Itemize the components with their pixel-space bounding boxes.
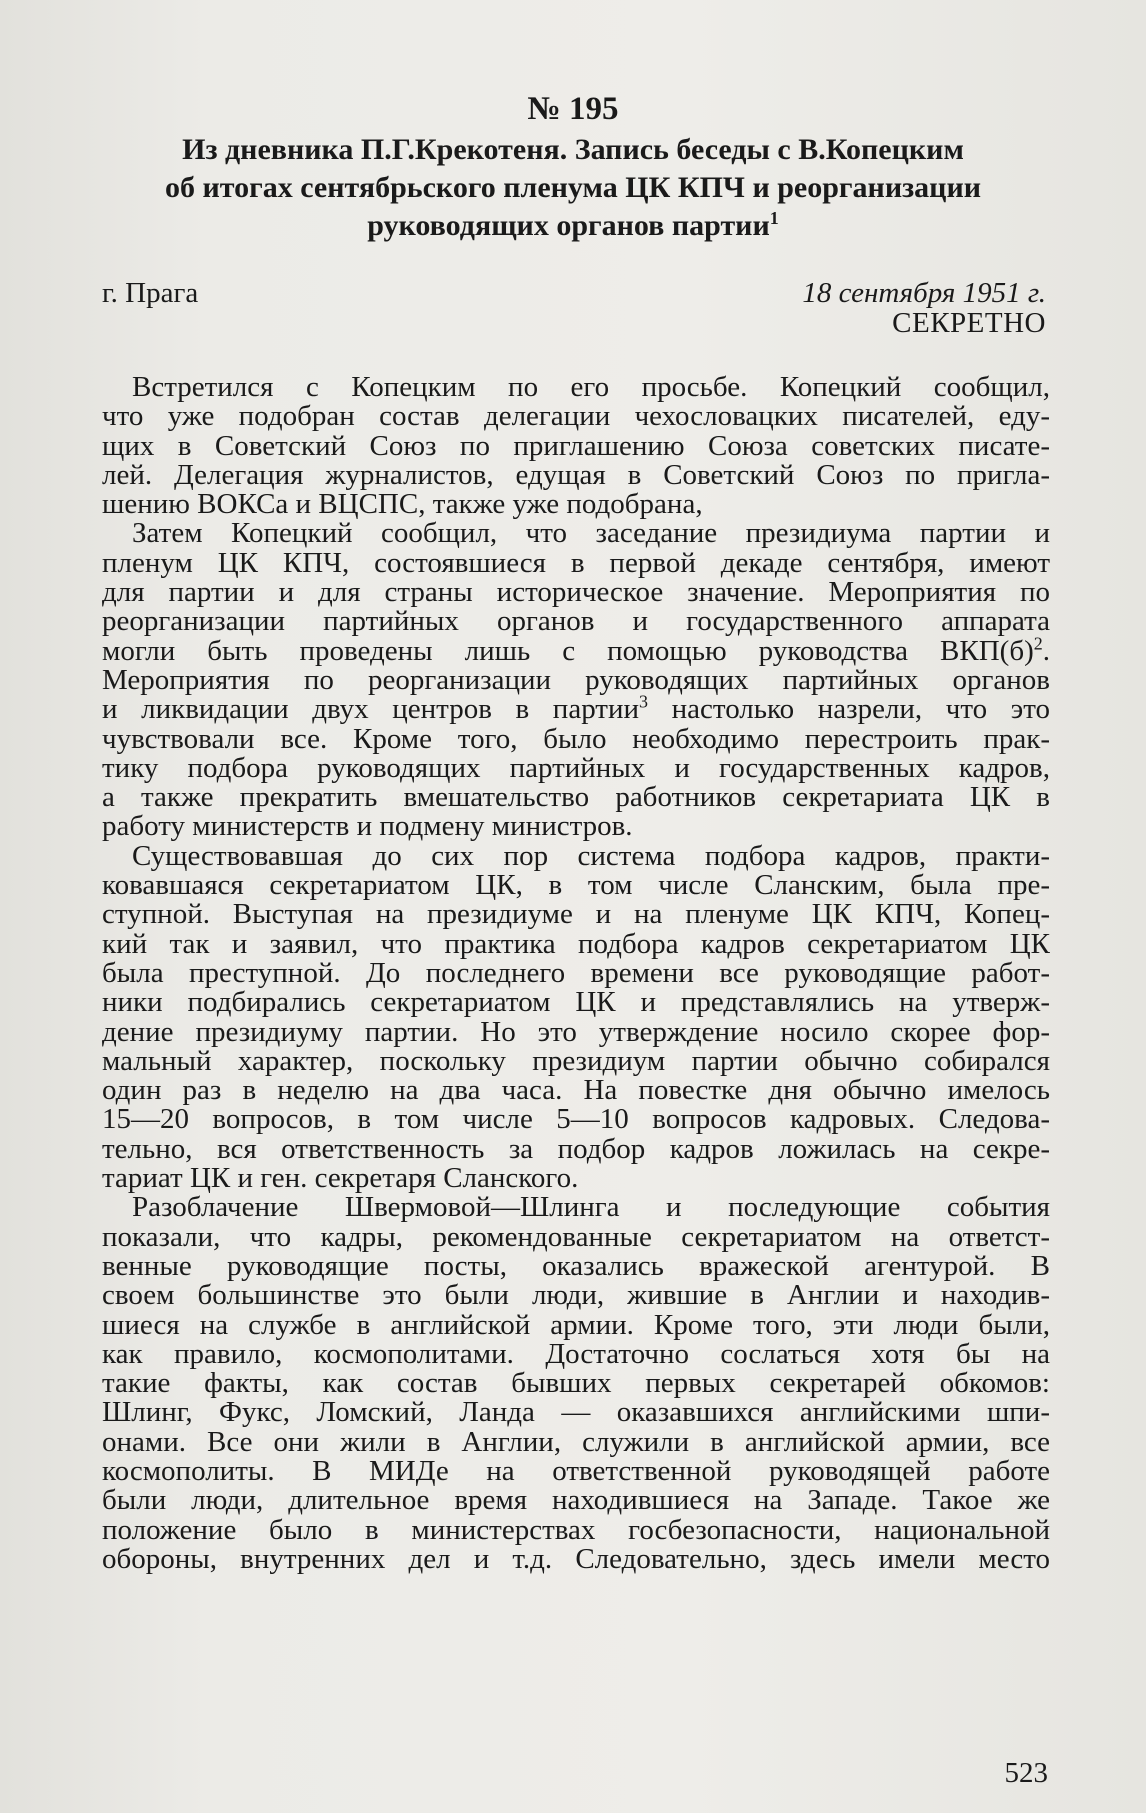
title-line-text: руководящих органов партии bbox=[367, 209, 770, 242]
text-line: онами. Все они жили в Англии, служили в английской армии, все bbox=[102, 1427, 1050, 1457]
text-line: обороны, внутренних дел и т.д. Следовательно, здесь имели место bbox=[102, 1544, 1050, 1575]
footnote-marker: 3 bbox=[639, 695, 649, 712]
text-line: шению ВОКСа и ВЦСПС, также уже подобрана, bbox=[102, 490, 703, 520]
text-line: положение было в министерствах госбезопасности, национальной bbox=[102, 1515, 1050, 1545]
text-line: ковавшаяся секретариатом ЦК, в том числе Сланским, была пре- bbox=[102, 871, 1050, 901]
text-line: как правило, космополитами. Достаточно сослаться хотя бы на bbox=[102, 1339, 1050, 1370]
text-line: Затем Копецкий сообщил, что заседание президиума партии и bbox=[132, 519, 1050, 549]
text-line: а также прекратить вмешательство работников секретариата ЦК в bbox=[102, 783, 1050, 813]
classification-stamp: СЕКРЕТНО bbox=[892, 307, 1046, 339]
date: 18 сентября 1951 г. bbox=[802, 277, 1046, 309]
text-line: чувствовали все. Кроме того, было необходимо перестроить прак- bbox=[102, 724, 1050, 754]
title-line: Из дневника П.Г.Крекотеня. Запись беседы с В.Копецким bbox=[182, 133, 964, 166]
text-line: щих в Советский Союз по приглашению Союза советских писате- bbox=[102, 431, 1050, 461]
text-line: тариат ЦК и ген. секретаря Сланского. bbox=[102, 1164, 579, 1194]
text-line: 15—20 вопросов, в том числе 5—10 вопросов кадровых. Следова- bbox=[102, 1105, 1050, 1135]
text-line: кий так и заявил, что практика подбора кадров секретариатом ЦК bbox=[102, 929, 1050, 959]
text-line bbox=[102, 637, 1050, 666]
text-line-tail: . bbox=[1042, 636, 1050, 666]
text-line: Встретился с Копецким по его просьбе. Копецкий сообщил, bbox=[132, 373, 1050, 403]
text-line: Шлинг, Фукс, Ломский, Ланда — оказавшихся английскими шпи- bbox=[102, 1398, 1050, 1428]
document-number: № 195 bbox=[527, 91, 619, 127]
body-text bbox=[102, 373, 1050, 1574]
text-line: дение президиуму партии. Но это утверждение носило скорее фор- bbox=[102, 1017, 1050, 1047]
text-line: показали, что кадры, рекомендованные секретариатом на ответст- bbox=[102, 1222, 1050, 1252]
text-line: тельно, вся ответственность за подбор кадров ложилась на секре- bbox=[102, 1134, 1050, 1165]
text-line: работу министерств и подмену министров. bbox=[102, 812, 633, 842]
text-line: ступной. Выступая на президиуме и на пленуме ЦК КПЧ, Копец- bbox=[102, 900, 1050, 930]
text-line: для партии и для страны историческое значение. Мероприятия по bbox=[102, 578, 1050, 608]
text-line: своем большинстве это были люди, жившие в Англии и находив- bbox=[102, 1281, 1050, 1311]
text-line: пленум ЦК КПЧ, состоявшиеся в первой декаде сентября, имеют bbox=[102, 548, 1050, 579]
text-line-main: и ликвидации двух центров в партии bbox=[102, 695, 640, 725]
text-line: лей. Делегация журналистов, едущая в Советский Союз по пригла- bbox=[102, 460, 1050, 491]
page-number: 523 bbox=[1004, 1757, 1048, 1789]
text-line-tail: настолько назрели, что это bbox=[648, 695, 1050, 725]
text-line: такие факты, как состав бывших первых секретарей обкомов: bbox=[102, 1369, 1050, 1399]
title-line bbox=[120, 207, 1026, 245]
title-line: об итогах сентябрьского пленума ЦК КПЧ и реорганизации bbox=[164, 171, 982, 204]
text-line: что уже подобран состав делегации чехословацких писателей, еду- bbox=[102, 402, 1050, 432]
title-footnote-marker: 1 bbox=[769, 208, 779, 228]
text-line-main: могли быть проведены лишь с помощью руководства ВКП(б) bbox=[102, 636, 1034, 666]
text-line: мальный характер, поскольку президиум партии обычно собирался bbox=[102, 1046, 1050, 1077]
footnote-marker: 2 bbox=[1033, 636, 1043, 654]
text-line: венные руководящие посты, оказались вражеской агентурой. В bbox=[102, 1251, 1050, 1282]
text-line: были люди, длительное время находившиеся на Западе. Такое же bbox=[102, 1486, 1050, 1516]
text-line: реорганизации партийных органов и государственного аппарата bbox=[102, 607, 1050, 637]
text-line: ники подбирались секретариатом ЦК и представлялись на утверж- bbox=[102, 988, 1050, 1018]
text-line: тику подбора руководящих партийных и государственных кадров, bbox=[102, 753, 1050, 784]
text-line bbox=[102, 695, 1050, 724]
text-line: была преступной. До последнего времени все руководящие работ- bbox=[102, 958, 1050, 989]
text-line: Разоблачение Швермовой—Шлинга и последующие события bbox=[132, 1193, 1050, 1223]
text-line: космополиты. В МИДе на ответственной руководящей работе bbox=[102, 1456, 1050, 1487]
text-line: Существовавшая до сих пор система подбора кадров, практи- bbox=[132, 841, 1050, 872]
text-line: один раз в неделю на два часа. На повестке дня обычно имелось bbox=[102, 1076, 1050, 1106]
document-title bbox=[120, 131, 1026, 245]
place: г. Прага bbox=[102, 277, 199, 309]
text-line: Мероприятия по реорганизации руководящих партийных органов bbox=[102, 665, 1050, 696]
text-line: шиеся на службе в английской армии. Кроме того, эти люди были, bbox=[102, 1310, 1050, 1340]
